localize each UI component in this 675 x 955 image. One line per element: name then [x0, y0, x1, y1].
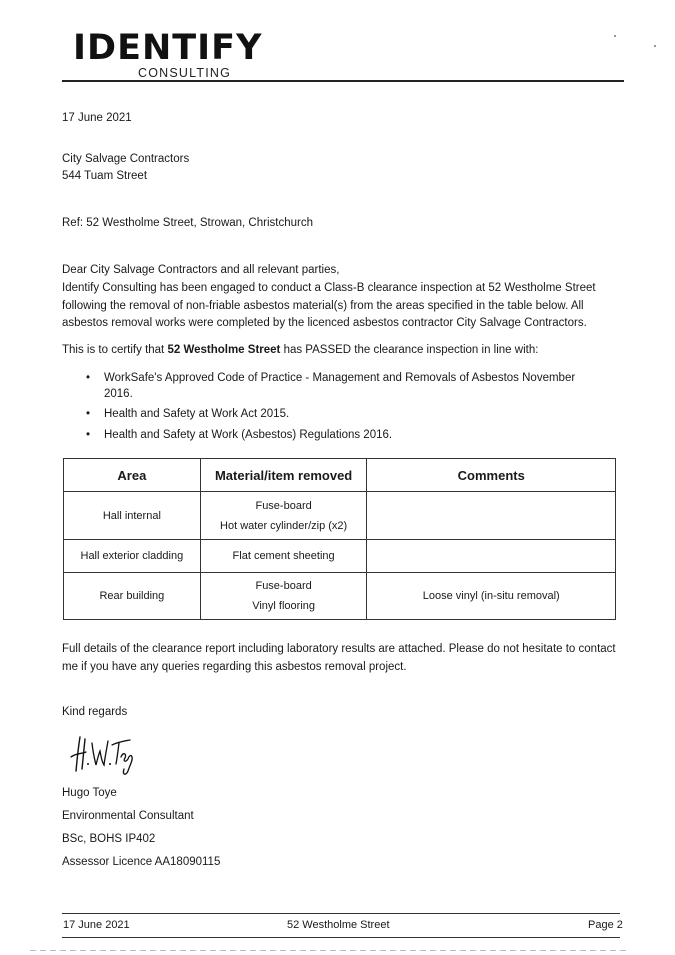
- footer-address: 52 Westholme Street: [287, 919, 390, 931]
- letter-date: 17 June 2021: [62, 112, 132, 124]
- table-row: [64, 492, 616, 540]
- material-cell: [200, 492, 367, 540]
- material-cell: [200, 540, 367, 573]
- table-row: [64, 540, 616, 573]
- signatory-title: Environmental Consultant: [62, 810, 194, 822]
- clearance-table: [63, 458, 616, 620]
- intro-paragraph: Identify Consulting has been engaged to conduct a Class-B clearance inspection at 52 Westholme Street following the removal of non-friable asbestos material(s) from the areas specified in the table below. All asbestos removal works were completed by the licenced asbestos contractor City Salvage Contractors.: [62, 282, 596, 329]
- footer-date: 17 June 2021: [63, 919, 130, 931]
- column-header-comments: Comments: [367, 459, 616, 492]
- footer-divider: [62, 913, 620, 914]
- material-item: Fuse-board: [255, 499, 312, 512]
- compliance-list: [86, 371, 606, 443]
- page-number: Page 2: [588, 919, 623, 931]
- handwritten-signature: [68, 727, 138, 777]
- material-item: Vinyl flooring: [252, 600, 315, 612]
- list-item: • Health and Safety at Work Act 2015.: [86, 407, 606, 423]
- scan-speck: [614, 35, 616, 37]
- area-cell: Hall exterior cladding: [64, 540, 201, 573]
- comment-cell: [367, 492, 616, 540]
- closing-paragraph: Full details of the clearance report including laboratory results are attached. Please do not hesitate to contact me if you have any queries regarding this asbestos removal project.: [62, 643, 616, 673]
- list-item: • Health and Safety at Work (Asbestos) Regulations 2016.: [86, 428, 606, 444]
- recipient-name: City Salvage Contractors: [62, 153, 190, 165]
- certify-property: 52 Westholme Street: [167, 344, 281, 356]
- reference-line: Ref: 52 Westholme Street, Strowan, Christchurch: [62, 217, 313, 229]
- certify-suffix: has PASSED the clearance inspection in line with:: [280, 344, 539, 356]
- material-cell: [200, 573, 367, 620]
- area-cell: Hall internal: [64, 492, 201, 540]
- signatory-licence: Assessor Licence AA18090115: [62, 856, 221, 868]
- footer-divider: [62, 937, 620, 938]
- comment-cell: Loose vinyl (in-situ removal): [367, 573, 616, 620]
- column-header-material: Material/item removed: [200, 459, 367, 492]
- material-item: Fuse-board: [255, 580, 312, 592]
- column-header-area: Area: [64, 459, 201, 492]
- company-logo: IDENTIFY: [73, 28, 263, 68]
- header-divider: [62, 80, 624, 82]
- certify-statement: [62, 344, 538, 356]
- certify-prefix: This is to certify that: [62, 344, 168, 356]
- comment-cell: [367, 540, 616, 573]
- area-cell: Rear building: [64, 573, 201, 620]
- sign-off: Kind regards: [62, 706, 128, 718]
- scan-artifact: [30, 950, 630, 951]
- material-item: Flat cement sheeting: [232, 550, 335, 562]
- scan-speck: [654, 45, 656, 47]
- signatory-qualifications: BSc, BOHS IP402: [62, 833, 156, 845]
- company-logo-subtitle: CONSULTING: [138, 66, 232, 80]
- recipient-address: 544 Tuam Street: [62, 170, 148, 182]
- table-row: [64, 573, 616, 620]
- signatory-name: Hugo Toye: [62, 787, 117, 799]
- table-header-row: [64, 459, 616, 492]
- material-item: Hot water cylinder/zip (x2): [220, 519, 348, 532]
- salutation: Dear City Salvage Contractors and all relevant parties,: [62, 264, 340, 276]
- list-item: • WorkSafe's Approved Code of Practice - Management and Removals of Asbestos November 2016.: [86, 371, 606, 402]
